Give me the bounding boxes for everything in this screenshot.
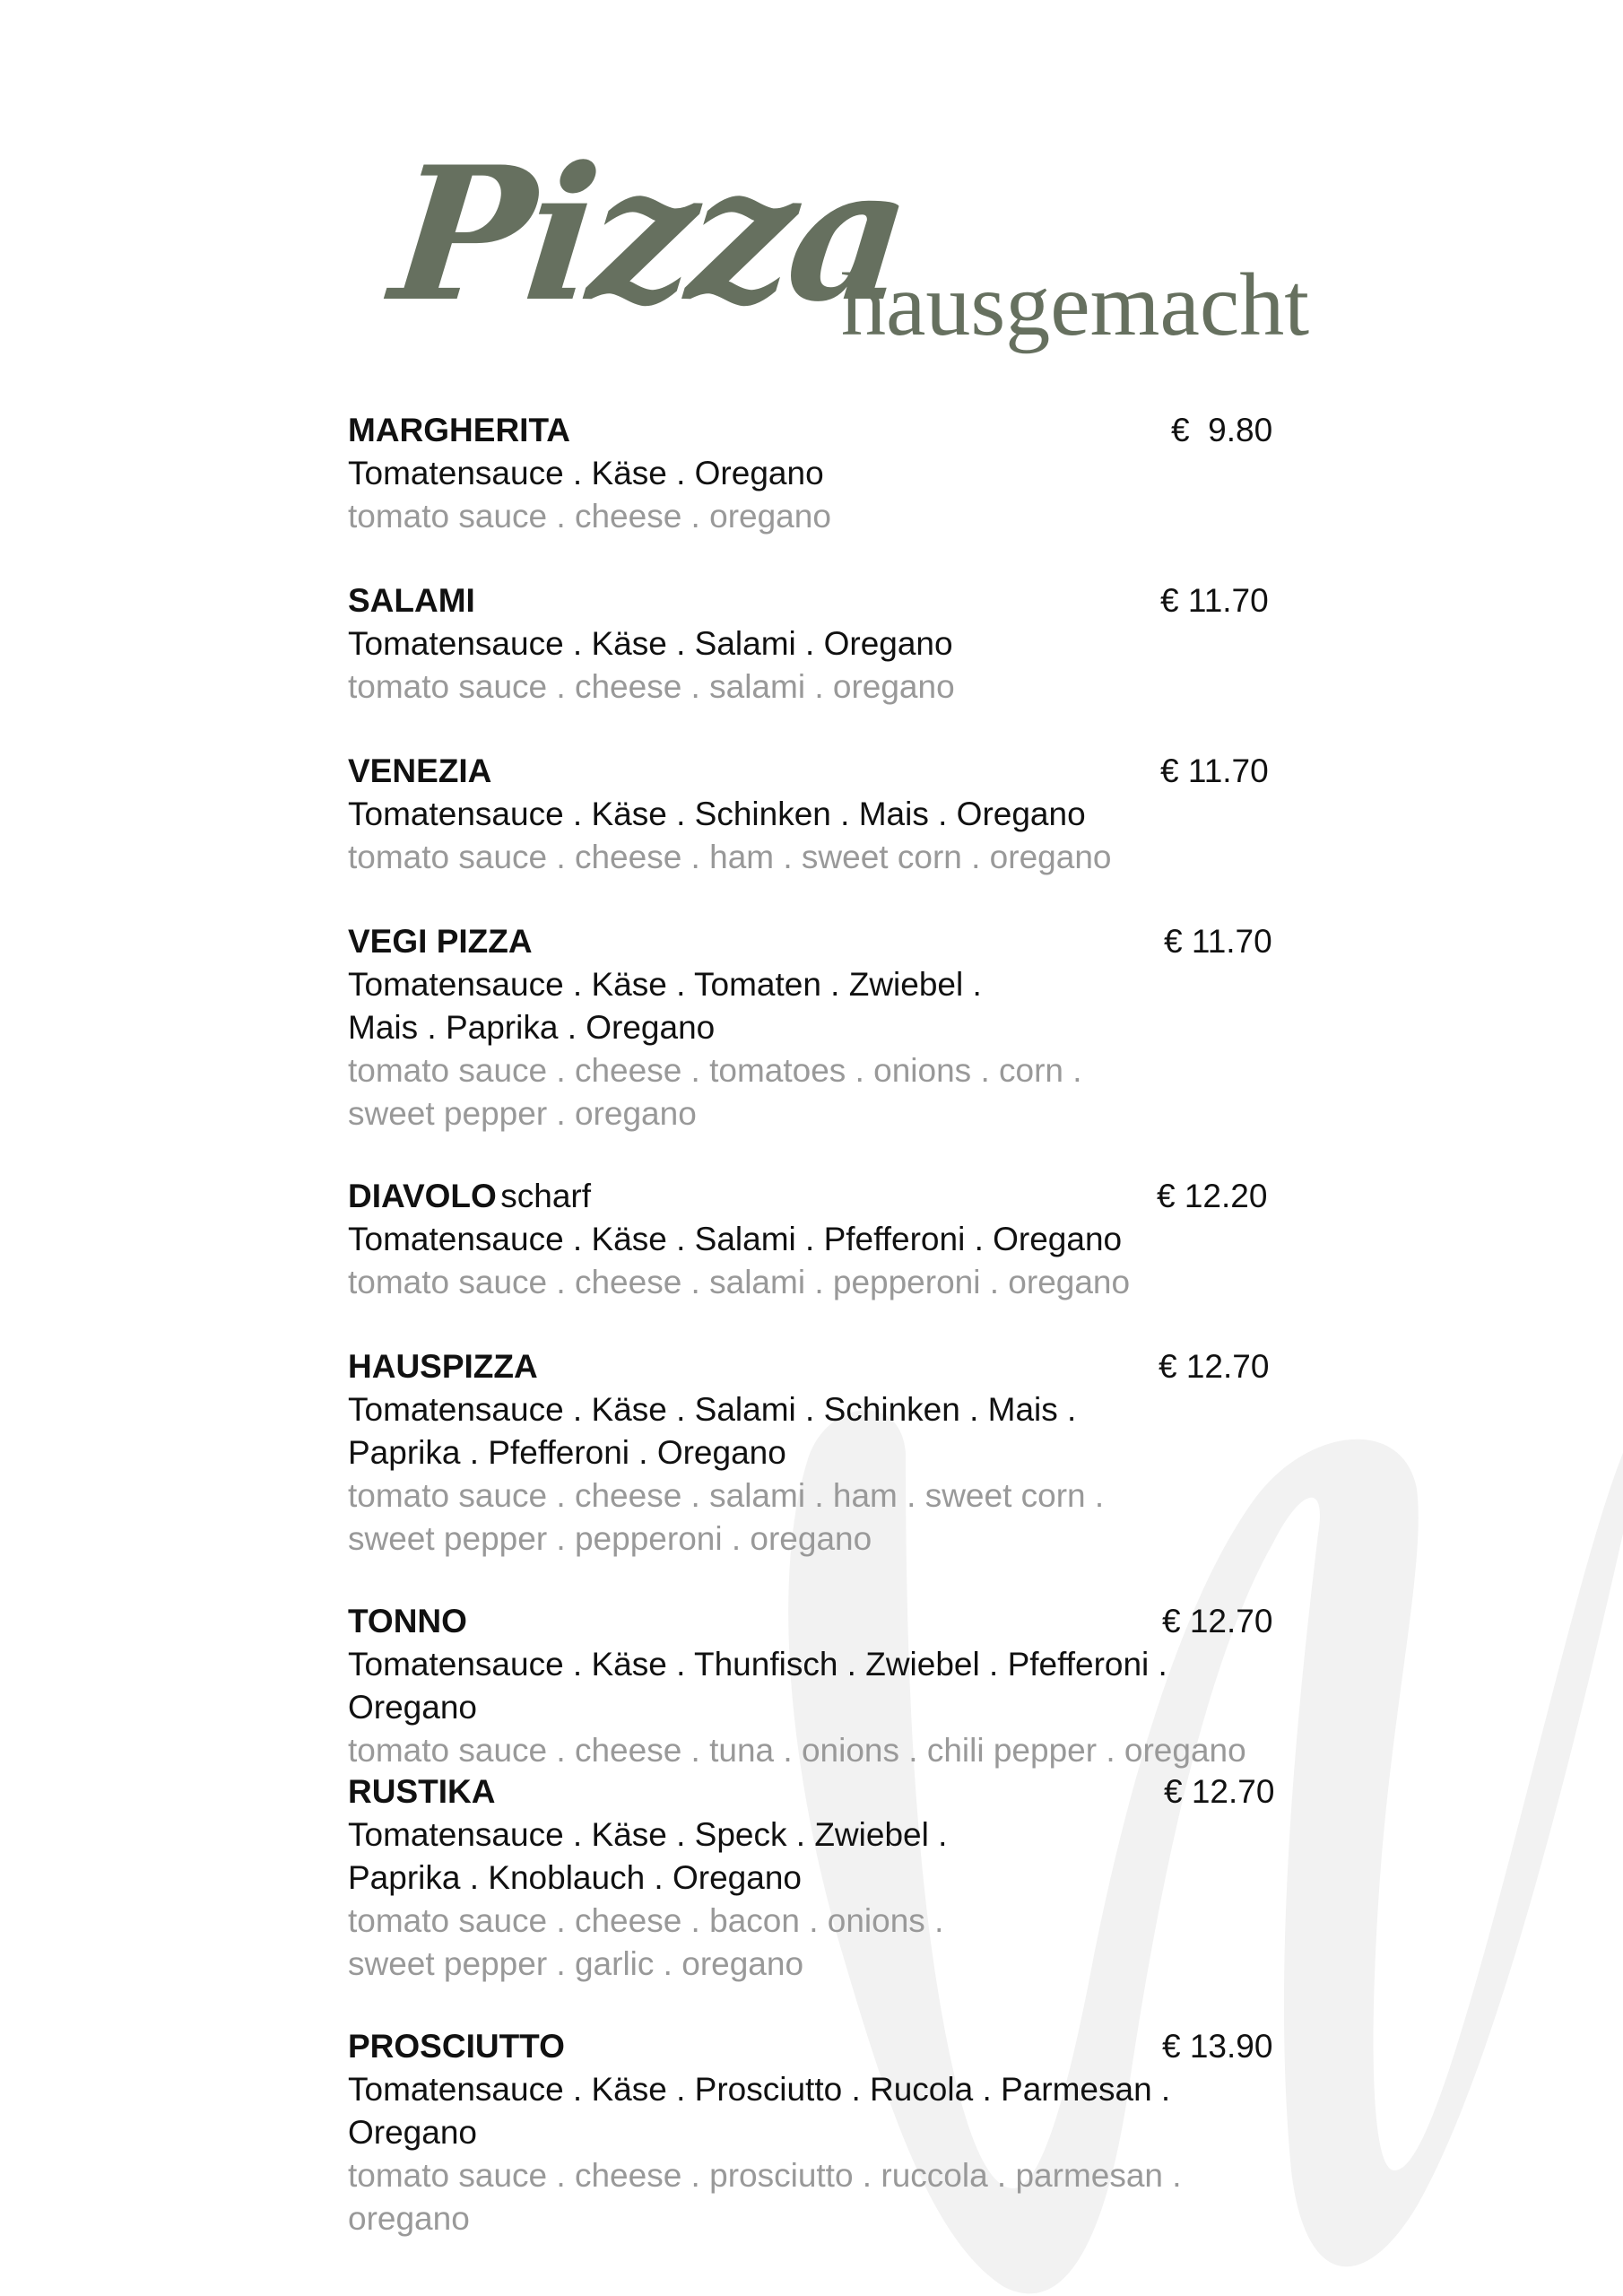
item-description-en: tomato sauce . cheese . tuna . onions . chili pepper . oregano <box>348 1732 1246 1769</box>
item-description-de: Tomatensauce . Käse . Prosciutto . Rucola . Parmesan . Oregano <box>348 2071 1171 2151</box>
item-description-en: tomato sauce . cheese . salami . ham . sweet corn . <box>348 1477 1105 1514</box>
page-title: Pizza <box>383 127 916 343</box>
item-description-en: tomato sauce . cheese . oregano <box>348 498 831 535</box>
menu-item-tonno <box>348 1600 1298 1772</box>
item-description-de: Tomatensauce . Käse . Oregano <box>348 455 824 491</box>
item-price: € 11.70 <box>1160 752 1269 789</box>
item-price: € 11.70 <box>1160 582 1269 619</box>
item-spicy-note: scharf <box>500 1178 592 1214</box>
item-description-de: Paprika . Knoblauch . Oregano <box>348 1859 802 1896</box>
menu-item-salami <box>348 579 1298 709</box>
item-name: DIAVOLO <box>348 1178 497 1214</box>
menu-item-vegi-pizza <box>348 920 1298 1135</box>
item-description-en: tomato sauce . cheese . prosciutto . ruccola . parmesan . oregano <box>348 2157 1182 2237</box>
item-price: € 11.70 <box>1164 923 1272 960</box>
item-description-de: Tomatensauce . Käse . Tomaten . Zwiebel . <box>348 966 982 1003</box>
item-name: RUSTIKA <box>348 1773 496 1810</box>
page-subtitle: hausgemacht <box>841 255 1310 354</box>
item-name: VEGI PIZZA <box>348 923 533 960</box>
item-description-en: tomato sauce . cheese . bacon . onions . <box>348 1902 944 1939</box>
item-name: VENEZIA <box>348 752 492 789</box>
item-price: € 12.70 <box>1159 1348 1270 1385</box>
item-description-de: Mais . Paprika . Oregano <box>348 1009 716 1046</box>
item-description-en: sweet pepper . pepperoni . oregano <box>348 1520 872 1557</box>
item-description-de: Tomatensauce . Käse . Schinken . Mais . Oregano <box>348 796 1086 832</box>
menu-item-hauspizza <box>348 1345 1298 1561</box>
item-description-en: tomato sauce . cheese . salami . pepperoni . oregano <box>348 1264 1131 1300</box>
item-name: PROSCIUTTO <box>348 2028 565 2065</box>
item-description-de: Tomatensauce . Käse . Thunfisch . Zwiebel . Pfefferoni . Oregano <box>348 1646 1167 1726</box>
menu-header <box>383 127 1381 377</box>
item-description-en: tomato sauce . cheese . tomatoes . onions . corn . <box>348 1052 1082 1089</box>
item-price: € 12.70 <box>1164 1773 1275 1810</box>
item-description-de: Tomatensauce . Käse . Salami . Oregano <box>348 625 953 662</box>
item-name: MARGHERITA <box>348 412 571 448</box>
menu-item-diavolo <box>348 1175 1298 1304</box>
item-name: HAUSPIZZA <box>348 1348 538 1385</box>
menu-item-margherita <box>348 409 1298 538</box>
item-description-de: Tomatensauce . Käse . Salami . Schinken . Mais . <box>348 1391 1077 1428</box>
item-description-en: sweet pepper . oregano <box>348 1095 697 1132</box>
menu-item-venezia <box>348 750 1298 879</box>
item-description-de: Tomatensauce . Käse . Salami . Pfefferoni . Oregano <box>348 1221 1123 1257</box>
item-price: € 12.70 <box>1162 1603 1273 1639</box>
item-description-en: tomato sauce . cheese . ham . sweet corn . oregano <box>348 839 1112 875</box>
menu-item-rustika <box>348 1770 1298 1986</box>
item-price: € 12.20 <box>1157 1178 1268 1214</box>
item-price: € 13.90 <box>1162 2028 1273 2065</box>
menu-item-prosciutto <box>348 2025 1298 2240</box>
item-description-de: Paprika . Pfefferoni . Oregano <box>348 1434 786 1471</box>
item-description-de: Tomatensauce . Käse . Speck . Zwiebel . <box>348 1816 948 1853</box>
item-name: SALAMI <box>348 582 475 619</box>
item-description-en: tomato sauce . cheese . salami . oregano <box>348 668 955 705</box>
item-price: € 9.80 <box>1171 412 1273 448</box>
item-name: TONNO <box>348 1603 467 1639</box>
item-description-en: sweet pepper . garlic . oregano <box>348 1945 804 1982</box>
